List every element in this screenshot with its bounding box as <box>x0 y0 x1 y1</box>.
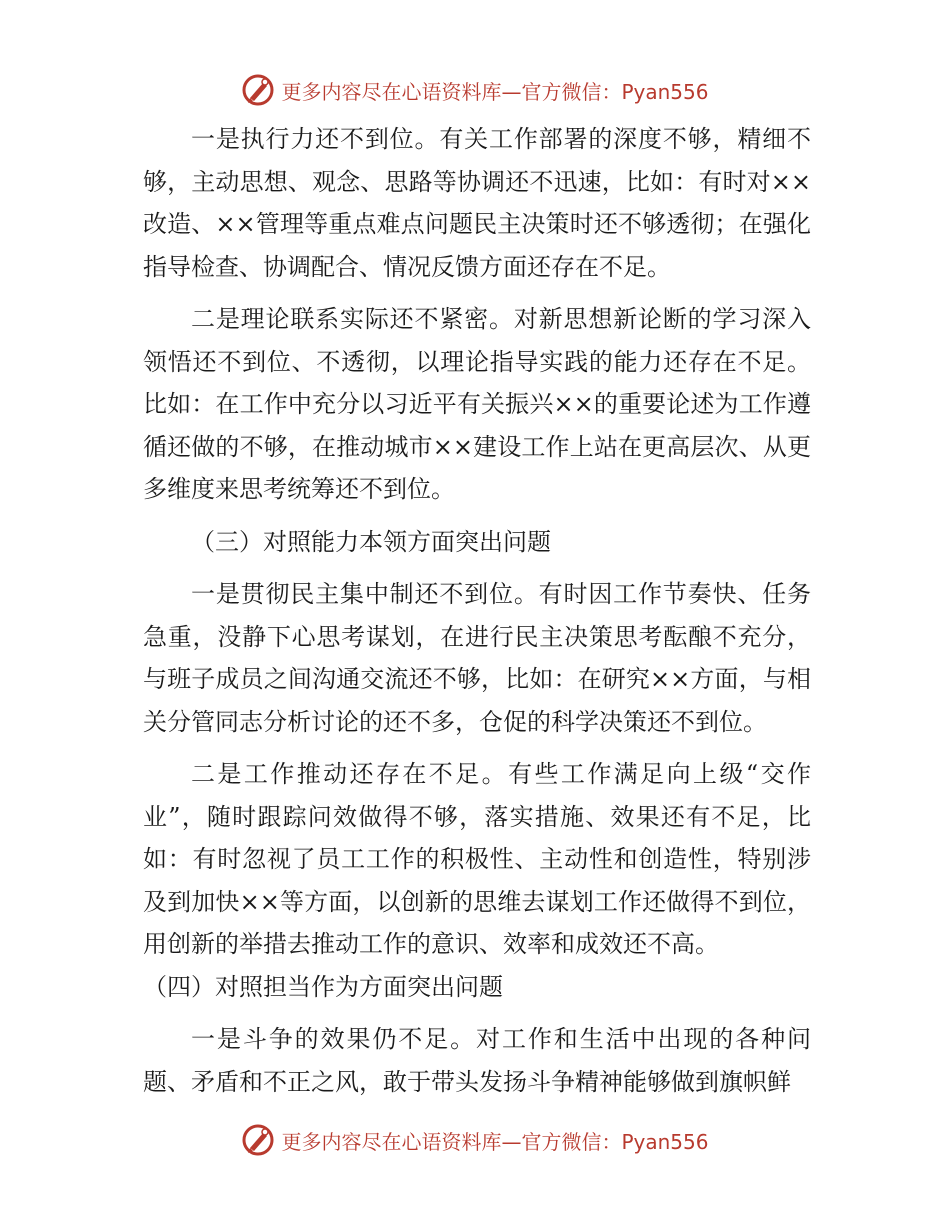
paragraph-struggle-effect: 一是斗争的效果仍不足。对工作和生活中出现的各种问题、矛盾和不正之风，敢于带头发扬斗争精神能够做到旗帜鲜 <box>143 1025 811 1096</box>
paragraph-democratic-centralism: 一是贯彻民主集中制还不到位。有时因工作节奏快、任务急重，没静下心思考谋划，在进行民主决策思考酝酿不充分，与班子成员之间沟通交流还不够，比如：在研究××方面，与相关分管同志分析讨论的还不多，仓促的科学决策还不到位。 <box>143 580 811 736</box>
section-heading-ability: （三）对照能力本领方面突出问题 <box>191 527 551 556</box>
watermark-text: 更多内容尽在心语资料库—官方微信：Pyan556 <box>281 1129 709 1154</box>
paragraph-work-promotion: 二是工作推动还存在不足。有些工作满足向上级“交作业”，随时跟踪问效做得不够，落实措施、效果还有不足，比如：有时忽视了员工工作的积极性、主动性和创造性，特别涉及到加快××等方面，以创新的思维去谋划工作还做得不到位，用创新的举措去推动工作的意识、效率和成效还不高。 <box>143 760 811 958</box>
header-watermark-banner <box>0 70 950 110</box>
paragraph-theory-practice: 二是理论联系实际还不紧密。对新思想新论断的学习深入领悟还不到位、不透彻，以理论指导实践的能力还存在不足。比如：在工作中充分以习近平有关振兴××的重要论述为工作遵循还做的不够，在推动城市××建设工作上站在更高层次、从更多维度来思考统筹还不到位。 <box>143 305 811 503</box>
watermark-text: 更多内容尽在心语资料库—官方微信：Pyan556 <box>281 79 709 104</box>
pen-logo-icon <box>241 1123 275 1157</box>
pen-logo-icon <box>241 73 275 107</box>
section-heading-responsibility: （四）对照担当作为方面突出问题 <box>143 972 503 1001</box>
footer-watermark-banner <box>0 1120 950 1160</box>
paragraph-execution: 一是执行力还不到位。有关工作部署的深度不够，精细不够，主动思想、观念、思路等协调还不迅速，比如：有时对××改造、××管理等重点难点问题民主决策时还不够透彻；在强化指导检查、协调配合、情况反馈方面还存在不足。 <box>143 125 811 281</box>
document-body <box>143 118 811 1103</box>
